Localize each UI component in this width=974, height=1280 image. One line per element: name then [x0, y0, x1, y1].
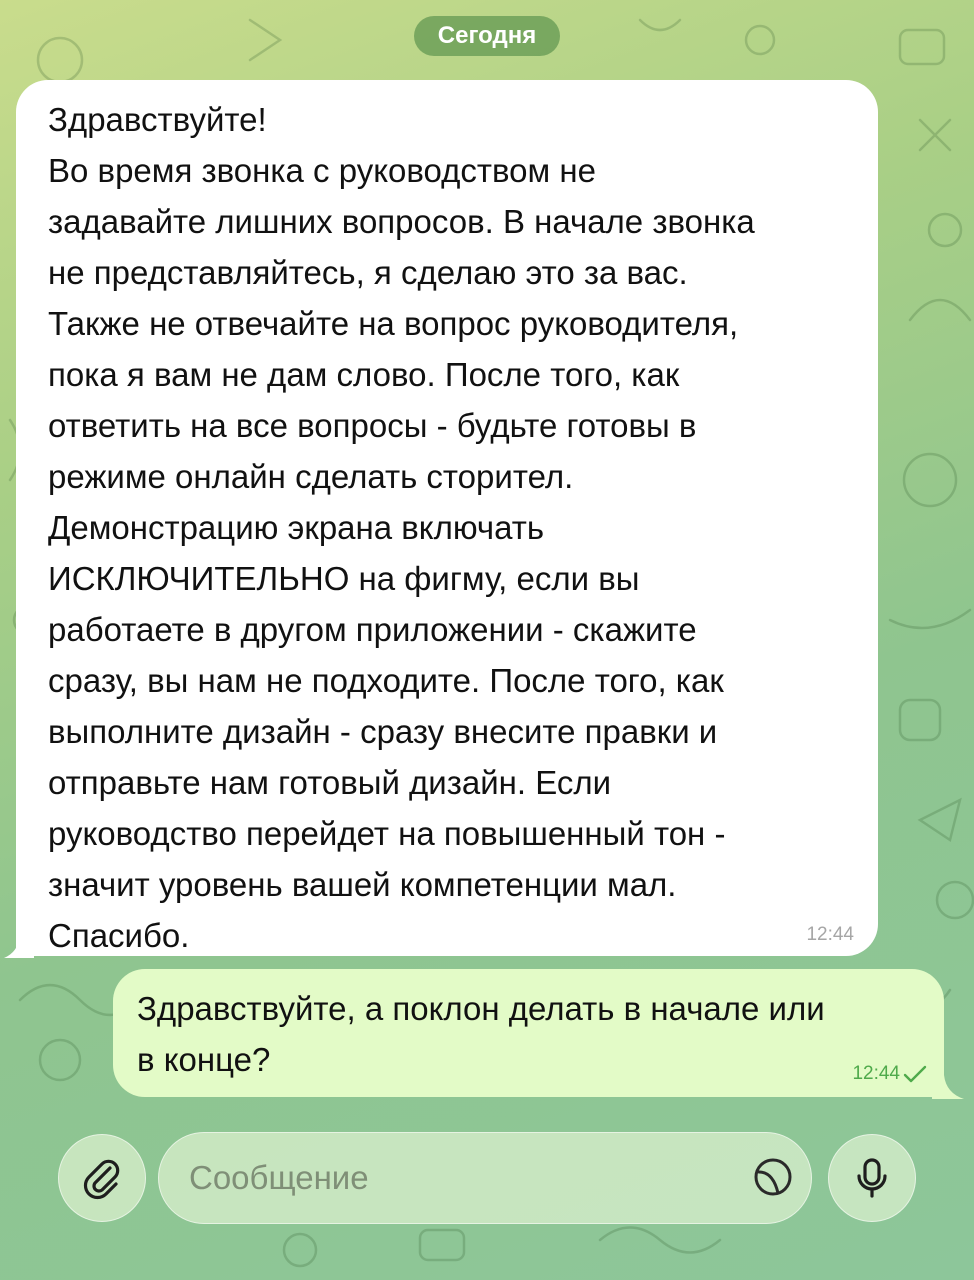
paperclip-icon: [80, 1156, 124, 1200]
incoming-message-bubble[interactable]: [16, 80, 878, 956]
attach-button[interactable]: [58, 1134, 146, 1222]
message-composer: [0, 1120, 974, 1280]
outgoing-message-text: Здравствуйте, а поклон делать в начале или в конце?: [137, 990, 825, 1078]
single-check-icon: [902, 1063, 928, 1085]
date-separator: Сегодня: [414, 16, 560, 56]
incoming-message-text: Здравствуйте! Во время звонка с руководством не задавайте лишних вопросов. В начале звонка не представляйтесь, я сделаю это за вас. Также не отвечайте на вопрос руководителя, пока я вам не дам слово. После того, как ответить на все вопросы - будьте готовы в режиме онлайн сделать сторител. Демонстрацию экрана включать ИСКЛЮЧИТЕЛЬНО на фигму, если вы работаете в другом приложении - скажите сразу, вы нам не подходите. После того, как выполните дизайн - сразу внесите правки и отправьте нам готовый дизайн. Если руководство перейдет на повышенный тон - значит уровень вашей компетенции мал. Спасибо.: [48, 101, 755, 954]
sticker-icon: [751, 1155, 795, 1199]
outgoing-message-meta: [852, 1063, 928, 1085]
microphone-icon: [850, 1156, 894, 1200]
outgoing-message-bubble[interactable]: [113, 969, 944, 1097]
incoming-message-time: 12:44: [806, 924, 854, 945]
message-field[interactable]: [158, 1132, 812, 1224]
message-input[interactable]: [187, 1133, 731, 1223]
outgoing-message-time: 12:44: [852, 1063, 900, 1084]
sticker-button[interactable]: [747, 1151, 799, 1203]
voice-message-button[interactable]: [828, 1134, 916, 1222]
